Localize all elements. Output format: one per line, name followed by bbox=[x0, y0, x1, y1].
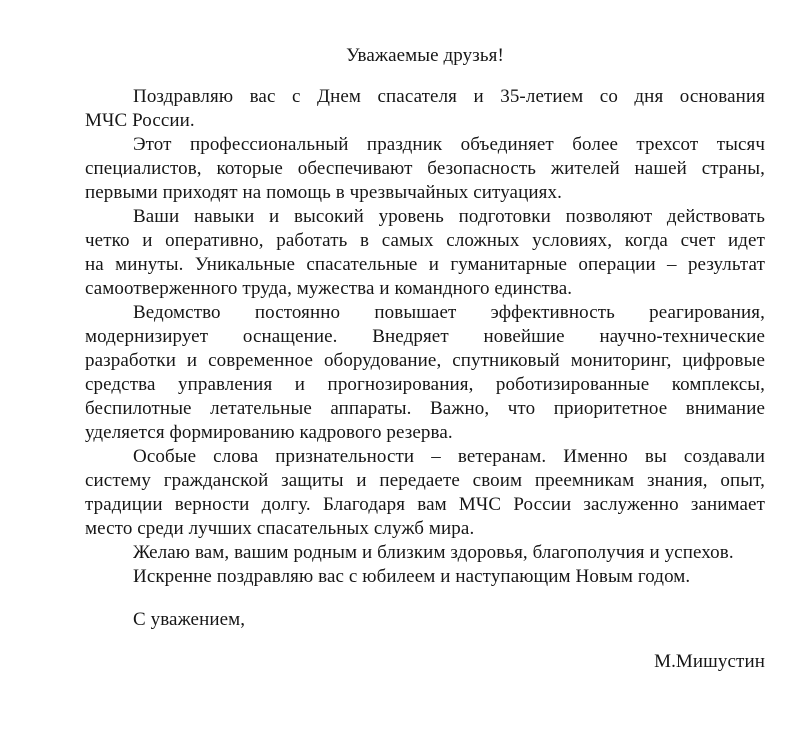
paragraph-line: средства управления и прогнозирования, роботизированные комплексы, bbox=[85, 374, 765, 395]
paragraph-line: Ваши навыки и высокий уровень подготовки позволяют действовать bbox=[133, 206, 765, 227]
paragraph-line: МЧС России. bbox=[85, 110, 195, 131]
signature-name: М.Мишустин bbox=[654, 651, 765, 672]
letter-salutation: Уважаемые друзья! bbox=[346, 45, 504, 66]
paragraph-line: первыми приходят на помощь в чрезвычайных ситуациях. bbox=[85, 182, 562, 203]
paragraph-line: Поздравляю вас с Днем спасателя и 35-летием со дня основания bbox=[133, 86, 765, 107]
paragraph-line: Этот профессиональный праздник объединяет более трехсот тысяч bbox=[133, 134, 765, 155]
paragraph-line: на минуты. Уникальные спасательные и гуманитарные операции – результат bbox=[85, 254, 765, 275]
paragraph-line: традиции верности долгу. Благодаря вам МЧС России заслуженно занимает bbox=[85, 494, 765, 515]
paragraph-line: беспилотные летательные аппараты. Важно, что приоритетное внимание bbox=[85, 398, 765, 419]
paragraph-line: Искренне поздравляю вас с юбилеем и наступающим Новым годом. bbox=[133, 566, 691, 587]
paragraph-line: разработки и современное оборудование, спутниковый мониторинг, цифровые bbox=[85, 350, 765, 371]
paragraph-line: систему гражданской защиты и передаете своим преемникам знания, опыт, bbox=[85, 470, 765, 491]
letter-closing: С уважением, bbox=[133, 609, 246, 630]
paragraph-line: Особые слова признательности – ветеранам. Именно вы создавали bbox=[133, 446, 765, 467]
paragraph-line: четко и оперативно, работать в самых сложных условиях, когда счет идет bbox=[85, 230, 765, 251]
paragraph-line: Ведомство постоянно повышает эффективность реагирования, bbox=[133, 302, 765, 323]
paragraph-line: специалистов, которые обеспечивают безопасность жителей нашей страны, bbox=[85, 158, 765, 179]
paragraph-line: модернизирует оснащение. Внедряет новейшие научно-технические bbox=[85, 326, 765, 347]
letter-body bbox=[85, 85, 765, 589]
paragraph-line: уделяется формированию кадрового резерва. bbox=[85, 422, 453, 443]
paragraph-line: Желаю вам, вашим родным и близким здоровья, благополучия и успехов. bbox=[133, 542, 734, 563]
paragraph-line: место среди лучших спасательных служб мира. bbox=[85, 518, 475, 539]
letter bbox=[85, 44, 765, 674]
paragraph-line: самоотверженного труда, мужества и командного единства. bbox=[85, 278, 573, 299]
